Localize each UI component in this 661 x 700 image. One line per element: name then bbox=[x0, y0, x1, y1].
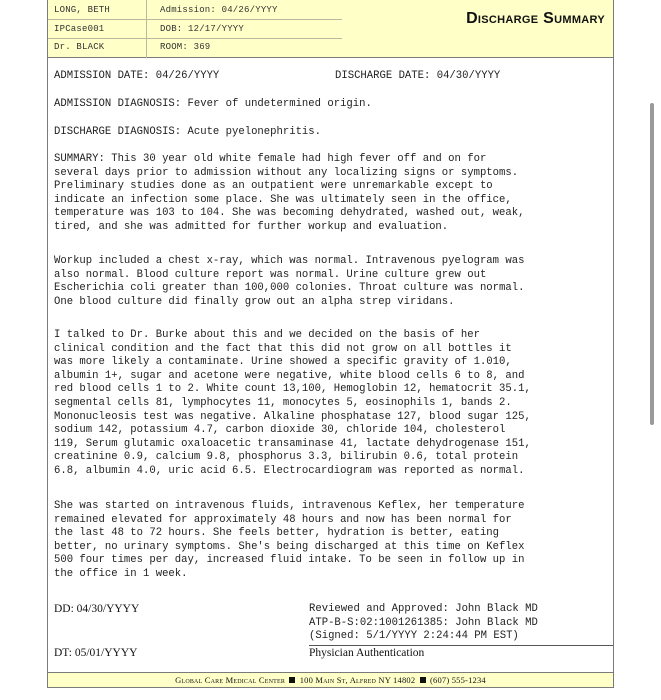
signature-rule bbox=[309, 645, 613, 646]
reviewed-approved: Reviewed and Approved: John Black MD bbox=[309, 603, 538, 615]
text-line: She was started on intravenous fluids, intravenous Keflex, her temperature bbox=[54, 500, 525, 512]
text-line: clinical condition and the fact that this did not grow on all bottles it bbox=[54, 342, 512, 355]
header-column-divider bbox=[146, 0, 147, 58]
admission-date: ADMISSION DATE: 04/26/YYYY bbox=[54, 70, 220, 82]
header-row-divider bbox=[48, 19, 342, 20]
text-line: the last 48 to 72 hours. She feels better, hydration is better, eating bbox=[54, 527, 500, 540]
text-line: segmental cells 81, lymphocytes 11, monocytes 5, eosinophils 1, bands 2. bbox=[54, 396, 512, 409]
separator-square-icon bbox=[289, 677, 295, 683]
document-title: Discharge Summary bbox=[466, 10, 605, 27]
text-line: SUMMARY: This 30 year old white female had high fever off and on for bbox=[54, 153, 487, 165]
text-line: temperature was 103 to 104. She was becoming dehydrated, washed out, weak, bbox=[54, 207, 525, 220]
physician-authentication: Physician Authentication bbox=[309, 647, 425, 659]
text-line: Workup included a chest x-ray, which was normal. Intravenous pyelogram was bbox=[54, 255, 525, 267]
text-line: red blood cells 1 to 2. White count 13,100, Hemoglobin 12, hematocrit 35.1, bbox=[54, 383, 531, 396]
text-line: sodium 142, potassium 4.7, carbon dioxide 30, chloride 104, cholesterol bbox=[54, 424, 506, 437]
text-line: several days prior to admission without any localizing signs or symptoms. bbox=[54, 166, 519, 179]
text-line: 500 four times per day, increased fluid intake. To be seen in follow up in bbox=[54, 554, 525, 567]
separator-square-icon bbox=[420, 677, 426, 683]
letterhead-footer bbox=[48, 672, 613, 688]
attending-physician: Dr. BLACK bbox=[54, 42, 105, 52]
text-line: Preliminary studies done as an outpatient were unremarkable except to bbox=[54, 180, 493, 193]
text-line: better, no urinary symptoms. She's being discharged at this time on Keflex bbox=[54, 540, 525, 553]
transcription-date: DT: 05/01/YYYY bbox=[54, 647, 138, 659]
text-line: Mononucleosis test was negative. Alkaline phosphatase 127, blood sugar 125, bbox=[54, 410, 531, 423]
atp-signature: ATP-B-S:02:1001261385: John Black MD bbox=[309, 616, 538, 629]
text-line: Escherichia coli greater than 100,000 colonies. Throat culture was normal. bbox=[54, 282, 525, 295]
workup-paragraph bbox=[54, 255, 606, 309]
text-line: remained elevated for approximately 48 hours and now has been normal for bbox=[54, 513, 512, 526]
organization-address: 100 Main St, Alfred NY 14802 bbox=[299, 675, 416, 685]
text-line: albumin 1+, sugar and acetone were negative, white blood cells 6 to 8, and bbox=[54, 369, 525, 382]
organization-phone: (607) 555-1234 bbox=[429, 675, 486, 685]
discussion-paragraph bbox=[54, 329, 606, 479]
text-line: I talked to Dr. Burke about this and we decided on the basis of her bbox=[54, 329, 480, 341]
dob: DOB: 12/17/YYYY bbox=[160, 24, 245, 34]
course-paragraph bbox=[54, 500, 606, 582]
dictation-date: DD: 04/30/YYYY bbox=[54, 603, 140, 615]
admission-date-header: Admission: 04/26/YYYY bbox=[160, 5, 278, 15]
admission-diagnosis: ADMISSION DIAGNOSIS: Fever of undetermined origin. bbox=[54, 98, 372, 110]
text-line: tired, and she was admitted for further workup and evaluation. bbox=[54, 220, 449, 233]
signature-block bbox=[309, 603, 538, 644]
room-number: ROOM: 369 bbox=[160, 42, 211, 52]
text-line: indicate an infection some place. She was ultimately seen in the office, bbox=[54, 193, 512, 206]
summary-paragraph bbox=[54, 153, 606, 235]
text-line: creatinine 0.9, calcium 9.8, phosphorus 3.3, bilirubin 0.6, total protein bbox=[54, 451, 519, 464]
text-line: was more likely a contaminate. Urine showed a specific gravity of 1.010, bbox=[54, 356, 512, 369]
text-line: also normal. Blood culture report was normal. Urine culture grew out bbox=[54, 268, 487, 281]
patient-header bbox=[48, 0, 613, 58]
text-line: One blood culture did finally grow out an alpha strep viridans. bbox=[54, 295, 455, 308]
document-sheet bbox=[47, 0, 614, 688]
patient-name: LONG, BETH bbox=[54, 5, 111, 15]
organization-name: Global Care Medical Center bbox=[175, 675, 286, 685]
header-row-divider bbox=[48, 38, 342, 39]
text-line: 6.8, albumin 4.0, uric acid 6.5. Electrocardiogram was reported as normal. bbox=[54, 464, 525, 477]
discharge-diagnosis: DISCHARGE DIAGNOSIS: Acute pyelonephritis. bbox=[54, 126, 322, 138]
discharge-date: DISCHARGE DATE: 04/30/YYYY bbox=[335, 70, 501, 82]
text-line: the office in 1 week. bbox=[54, 567, 188, 580]
vertical-scrollbar[interactable] bbox=[650, 103, 654, 425]
signed-timestamp: (Signed: 5/1/YYYY 2:24:44 PM EST) bbox=[309, 630, 519, 643]
text-line: 119, Serum glutamic oxaloacetic transaminase 41, lactate dehydrogenase 151, bbox=[54, 437, 531, 450]
case-id: IPCase001 bbox=[54, 24, 105, 34]
